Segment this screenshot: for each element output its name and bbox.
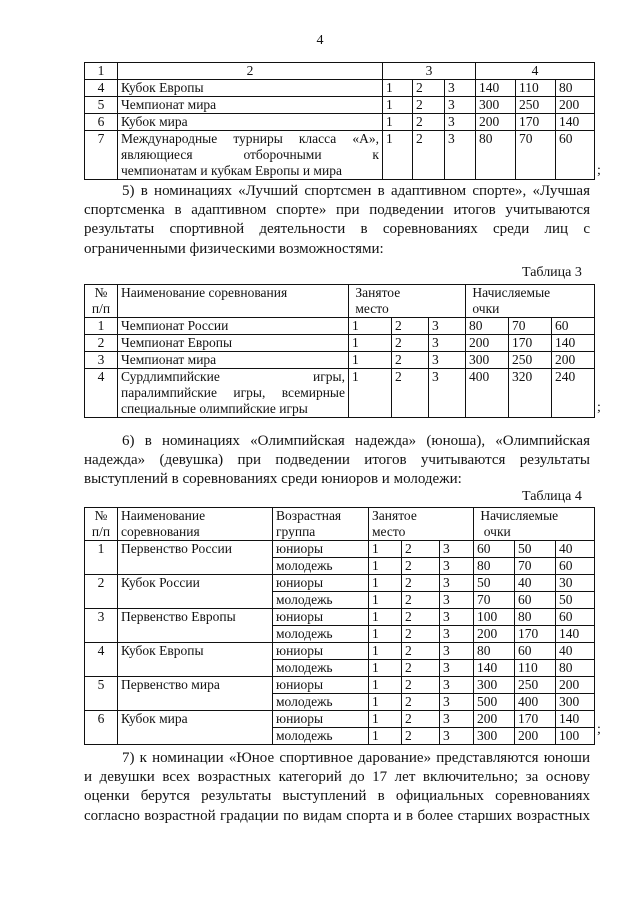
row-number: 5 [85,97,118,114]
age-group: юниоры [273,643,369,660]
age-group: молодежь [273,660,369,677]
points-cell: 50 [474,575,515,592]
points-cell: 50 [556,592,595,609]
place-cell: 3 [440,728,474,745]
age-group: юниоры [273,609,369,626]
header-cell: 2 [118,63,383,80]
row-number: 6 [85,711,118,745]
competition-name [118,352,349,369]
age-group: юниоры [273,711,369,728]
table-row [85,97,595,114]
age-group: юниоры [273,541,369,558]
place-cell: 2 [402,711,440,728]
header-text: Начисляемые [480,508,559,523]
points-cell: 250 [509,352,552,369]
table-header-row [85,285,595,318]
points-cell: 60 [556,609,595,626]
age-group: юниоры [273,575,369,592]
place-cell: 3 [445,114,476,131]
place-cell: 2 [392,352,429,369]
header-cell: 3 [383,63,476,80]
place-cell: 2 [402,558,440,575]
place-cell: 3 [440,575,474,592]
header-num [85,285,118,318]
points-cell: 250 [515,677,556,694]
place-cell: 2 [392,369,429,418]
header-points [474,508,595,541]
header-text: Занятое [372,508,417,523]
row-number: 3 [85,609,118,643]
place-cell: 2 [402,728,440,745]
place-cell: 2 [402,575,440,592]
place-cell: 1 [369,694,402,711]
points-cell: 70 [474,592,515,609]
competition-name [118,318,349,335]
points-cell: 140 [552,335,595,352]
points-cell: 400 [466,369,509,418]
points-cell: 40 [556,643,595,660]
row-number: 3 [85,352,118,369]
place-cell: 3 [440,592,474,609]
place-cell: 1 [369,643,402,660]
table-header-row [85,63,595,80]
place-cell: 3 [445,131,476,180]
header-age [273,508,369,541]
place-cell: 2 [413,131,445,180]
competition-name [118,369,349,418]
competition-name: Кубок мира [118,711,273,745]
header-text: Наименование [121,508,206,523]
place-cell: 2 [392,335,429,352]
text-line: оценки берутся результаты выступлений в официальных соревнованиях [84,788,590,805]
points-cell: 170 [515,711,556,728]
header-text: Начисляемые [472,285,551,300]
place-cell: 2 [402,609,440,626]
points-cell: 80 [515,609,556,626]
points-cell: 200 [474,711,515,728]
header-place [349,285,466,318]
table-row [85,541,595,558]
row-number: 6 [85,114,118,131]
header-text: п/п [91,524,111,539]
competition-name [118,131,383,180]
page-number: 4 [316,33,324,48]
table-row [85,711,595,728]
points-cell: 60 [515,643,556,660]
row-number: 4 [85,80,118,97]
name-line: Кубок Европы [121,80,204,95]
points-cell: 140 [556,711,595,728]
points-cell: 60 [474,541,515,558]
age-group: молодежь [273,626,369,643]
header-text: соревнования [121,524,200,539]
header-num [85,508,118,541]
text-line: результаты спортивной деятельности в соревнованиях среди лиц с [84,221,590,238]
header-text: № [94,508,108,523]
name-line: Чемпионат мира [121,97,217,112]
place-cell: 3 [429,352,466,369]
points-cell: 300 [556,694,595,711]
points-cell: 110 [515,660,556,677]
table-row [85,80,595,97]
place-cell: 3 [445,97,476,114]
name-line: являющиеся отборочными к [121,147,379,162]
age-group: молодежь [273,558,369,575]
points-cell: 300 [474,728,515,745]
place-cell: 3 [440,626,474,643]
points-cell: 100 [474,609,515,626]
points-cell: 60 [556,131,595,180]
competition-name: Первенство России [118,541,273,575]
place-cell: 2 [402,626,440,643]
place-cell: 2 [392,318,429,335]
place-cell: 1 [349,352,392,369]
points-cell: 80 [556,660,595,677]
place-cell: 1 [369,558,402,575]
place-cell: 3 [429,335,466,352]
points-cell: 170 [516,114,556,131]
points-cell: 80 [466,318,509,335]
header-text: № [94,285,108,300]
place-cell: 1 [369,728,402,745]
semicolon: ; [597,163,601,178]
points-cell: 320 [509,369,552,418]
name-line: Чемпионат Европы [121,335,233,350]
header-points [466,285,595,318]
place-cell: 2 [402,660,440,677]
competition-name: Кубок России [118,575,273,609]
place-cell: 3 [440,609,474,626]
table-row [85,677,595,694]
points-cell: 140 [476,80,516,97]
points-cell: 200 [476,114,516,131]
place-cell: 1 [349,335,392,352]
header-text: очки [472,301,500,316]
competition-name [118,335,349,352]
points-cell: 170 [515,626,556,643]
points-cell: 40 [556,541,595,558]
competition-name: Кубок Европы [118,643,273,677]
header-name [118,508,273,541]
header-text: Занятое [355,285,401,300]
place-cell: 2 [402,694,440,711]
place-cell: 2 [402,643,440,660]
row-number: 1 [85,318,118,335]
header-text: место [355,301,389,316]
points-cell: 140 [556,626,595,643]
name-line: чемпионатам и кубкам Европы и мира [121,163,342,178]
header-text: Возрастная [276,508,342,523]
place-cell: 2 [402,677,440,694]
table-header-row [85,508,595,541]
table-row [85,609,595,626]
row-number: 4 [85,369,118,418]
table-row [85,318,595,335]
age-group: молодежь [273,728,369,745]
table-row [85,131,595,180]
place-cell: 2 [413,80,445,97]
competition-name [118,80,383,97]
row-number: 5 [85,677,118,711]
place-cell: 1 [369,592,402,609]
points-cell: 170 [509,335,552,352]
row-number: 2 [85,575,118,609]
table-3 [84,284,595,418]
points-cell: 400 [515,694,556,711]
name-line: Чемпионат России [121,318,229,333]
place-cell: 3 [440,558,474,575]
paragraph-5 [84,182,590,259]
points-cell: 140 [556,114,595,131]
points-cell: 140 [474,660,515,677]
points-cell: 300 [474,677,515,694]
place-cell: 1 [349,318,392,335]
points-cell: 80 [476,131,516,180]
text-line: 6) в номинациях «Олимпийская надежда» (юноша), «Олимпийская [122,433,590,449]
age-group: юниоры [273,677,369,694]
table-4 [84,507,595,745]
place-cell: 3 [429,369,466,418]
points-cell: 60 [515,592,556,609]
place-cell: 3 [440,660,474,677]
points-cell: 300 [466,352,509,369]
place-cell: 3 [440,677,474,694]
points-cell: 60 [556,558,595,575]
points-cell: 200 [556,677,595,694]
table-row [85,352,595,369]
text-line: спортсменка в адаптивном спорте» при подведении итогов учитываются [84,202,590,219]
name-line: Международные турниры класса «А», [121,131,379,146]
competition-name: Первенство мира [118,677,273,711]
points-cell: 200 [556,97,595,114]
age-group: молодежь [273,694,369,711]
place-cell: 1 [349,369,392,418]
name-line: Кубок мира [121,114,188,129]
row-number: 2 [85,335,118,352]
place-cell: 1 [383,97,413,114]
place-cell: 3 [445,80,476,97]
row-number: 7 [85,131,118,180]
place-cell: 1 [383,131,413,180]
semicolon: ; [597,400,601,415]
text-line: и девушки всех возрастных категорий до 17 лет включительно; за основу [84,769,590,786]
place-cell: 2 [413,97,445,114]
place-cell: 2 [402,592,440,609]
points-cell: 80 [474,558,515,575]
place-cell: 1 [383,80,413,97]
place-cell: 1 [369,575,402,592]
row-number: 1 [85,541,118,575]
points-cell: 200 [466,335,509,352]
header-name: Наименование соревнования [118,285,349,318]
table-row [85,114,595,131]
points-cell: 70 [515,558,556,575]
name-line: Чемпионат мира [121,352,217,367]
paragraph-6 [84,432,590,490]
points-cell: 80 [474,643,515,660]
text-line: ограниченными физическими возможностями: [84,240,384,257]
place-cell: 1 [369,660,402,677]
header-cell: 1 [85,63,118,80]
table-row [85,369,595,418]
text-line: согласно возрастной градации по видам спорта и в более старших возрастных [84,807,590,824]
points-cell: 60 [552,318,595,335]
place-cell: 1 [369,626,402,643]
header-text: группа [276,524,316,539]
competition-name [118,114,383,131]
points-cell: 200 [474,626,515,643]
place-cell: 1 [369,609,402,626]
points-cell: 30 [556,575,595,592]
points-cell: 200 [515,728,556,745]
points-cell: 70 [516,131,556,180]
table-row [85,335,595,352]
points-cell: 40 [515,575,556,592]
points-cell: 500 [474,694,515,711]
table-row [85,575,595,592]
row-number: 4 [85,643,118,677]
table-3-caption: Таблица 3 [522,265,582,280]
header-place [369,508,474,541]
place-cell: 3 [440,541,474,558]
name-line: паралимпийские игры, всемирные [121,385,345,400]
place-cell: 1 [369,677,402,694]
text-line: надежда» (девушка) при подведении итогов учитываются результаты [84,452,590,469]
table-4-caption: Таблица 4 [522,489,582,504]
points-cell: 300 [476,97,516,114]
place-cell: 1 [369,541,402,558]
place-cell: 3 [440,694,474,711]
name-line: Сурдлимпийские игры, [121,369,345,384]
text-line: 5) в номинациях «Лучший спортсмен в адаптивном спорте», «Лучшая [122,183,590,199]
place-cell: 3 [429,318,466,335]
header-text: место [372,524,406,539]
competition-name [118,97,383,114]
place-cell: 2 [413,114,445,131]
text-line: 7) к номинации «Юное спортивное дарование» представляются юноши [122,750,590,766]
place-cell: 3 [440,643,474,660]
points-cell: 250 [516,97,556,114]
place-cell: 1 [369,711,402,728]
points-cell: 110 [516,80,556,97]
header-text: п/п [91,301,111,316]
header-cell: 4 [476,63,595,80]
points-cell: 70 [509,318,552,335]
text-line: выступлений в соревнованиях среди юниоров и молодежи: [84,471,462,488]
competition-name: Первенство Европы [118,609,273,643]
table-row [85,643,595,660]
place-cell: 2 [402,541,440,558]
points-cell: 100 [556,728,595,745]
table-continuation [84,62,595,180]
points-cell: 240 [552,369,595,418]
semicolon: ; [597,722,601,737]
points-cell: 200 [552,352,595,369]
place-cell: 1 [383,114,413,131]
age-group: молодежь [273,592,369,609]
header-text: очки [483,524,511,539]
place-cell: 3 [440,711,474,728]
points-cell: 50 [515,541,556,558]
points-cell: 80 [556,80,595,97]
paragraph-7 [84,749,590,826]
name-line: специальные олимпийские игры [121,401,308,416]
